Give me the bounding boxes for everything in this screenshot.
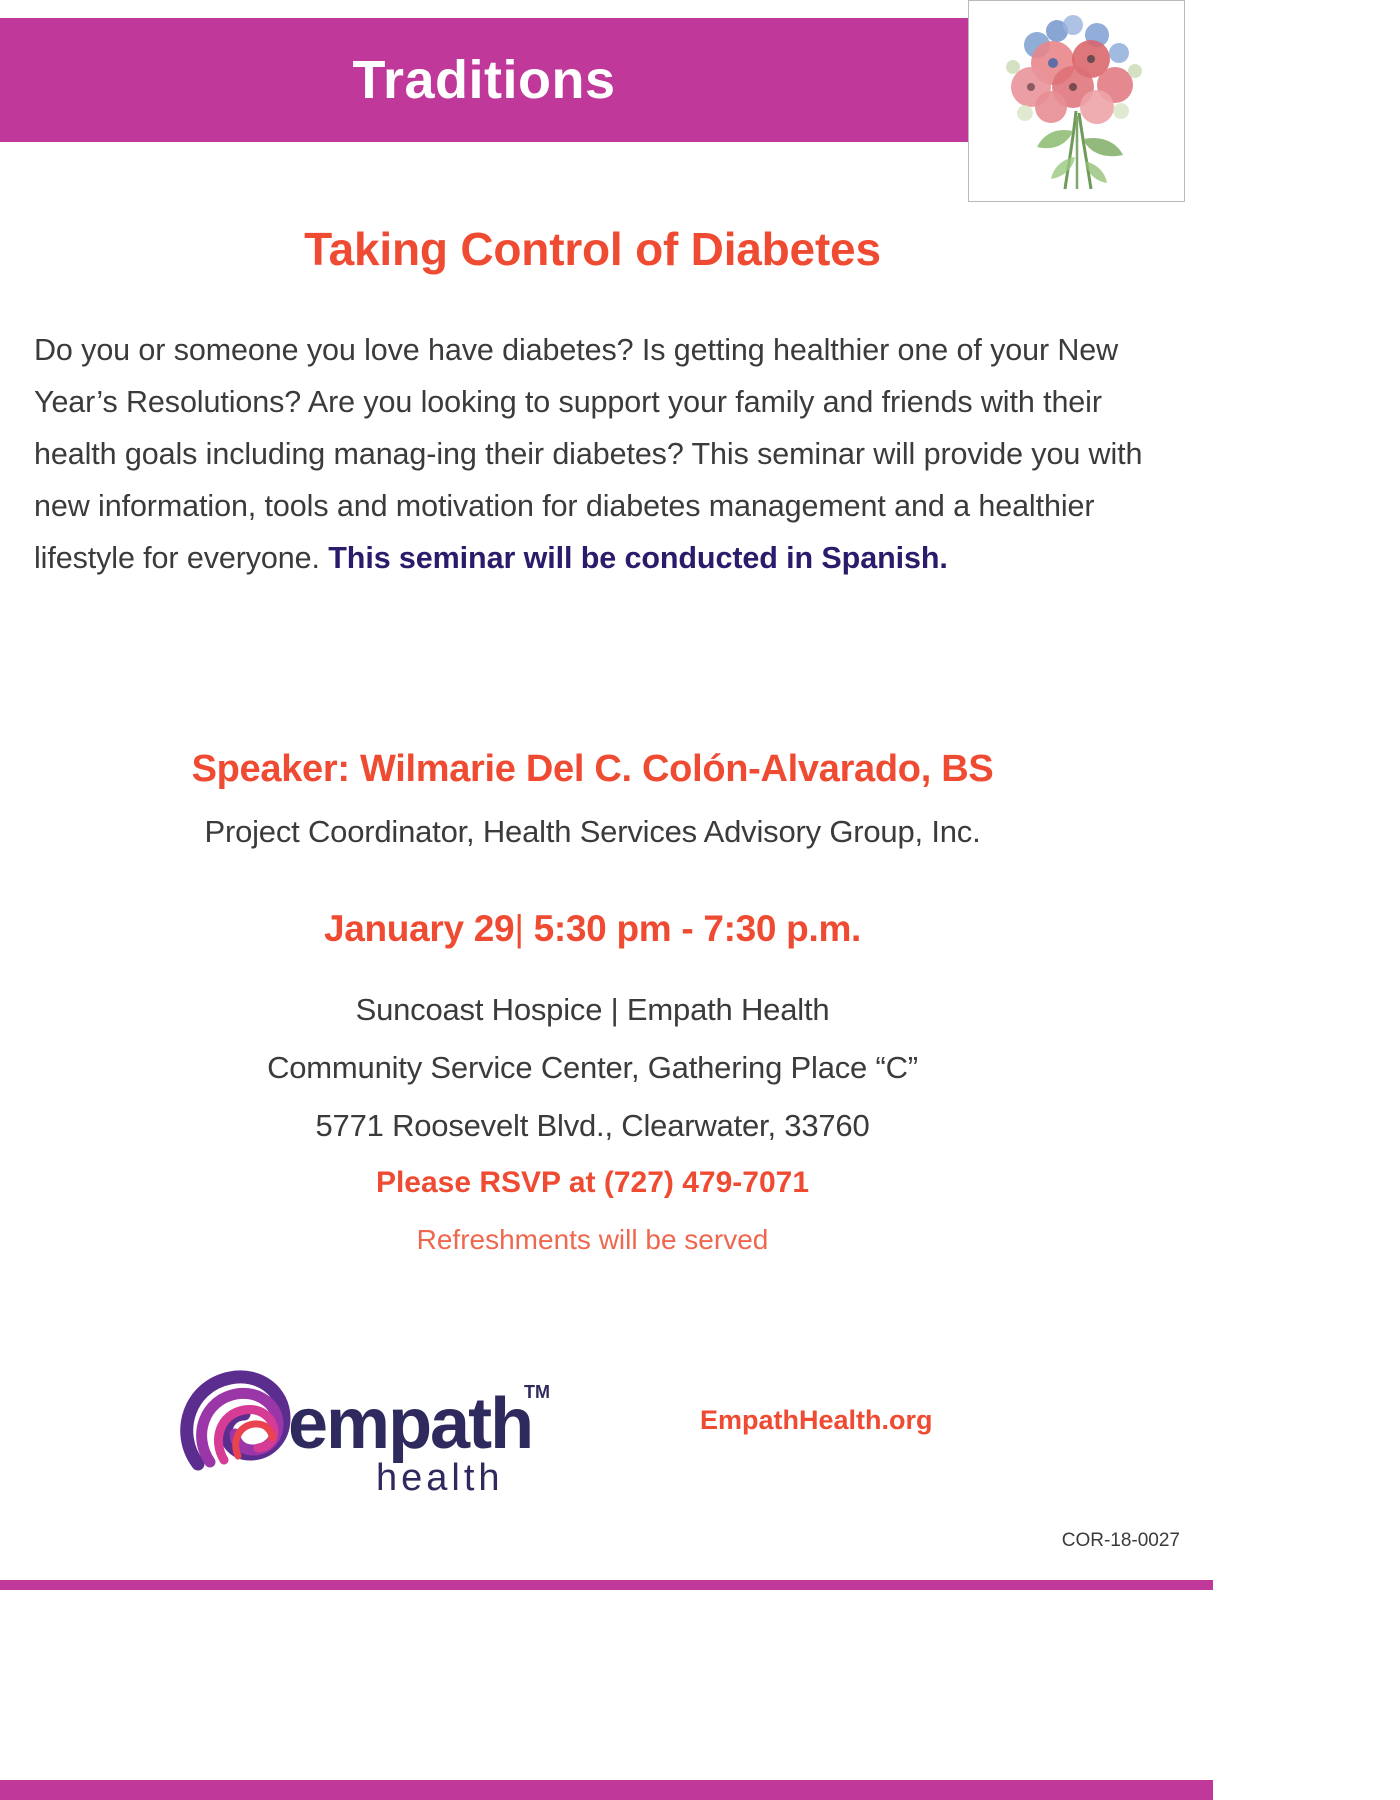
empath-health-logo xyxy=(180,1366,580,1496)
intro-paragraph-text: Do you or someone you love have diabetes? Is getting healthier one of your New Year’s Resolutions? Are you looking to support your family and friends with their health goals including manag-ing their diabetes? This seminar will provide you with new information, tools and motivation for diabetes management and a healthier lifestyle for everyone. xyxy=(34,333,1143,575)
event-date: January 29 xyxy=(323,908,515,949)
footer-bottom-band xyxy=(0,1780,1213,1800)
venue-room: Community Service Center, Gathering Place “C” xyxy=(267,1050,918,1085)
flower-bouquet-icon xyxy=(969,1,1184,201)
document-code: COR-18-0027 xyxy=(1061,1530,1180,1551)
venue-address: 5771 Roosevelt Blvd., Clearwater, 33760 xyxy=(315,1108,870,1143)
event-time: 5:30 pm - 7:30 p.m. xyxy=(533,908,862,949)
refreshments-note: Refreshments will be served xyxy=(416,1224,769,1255)
intro-paragraph-emphasis: This seminar will be conducted in Spanish. xyxy=(328,541,948,575)
svg-text:empath: empath xyxy=(288,1384,533,1464)
empath-health-logo-icon xyxy=(180,1366,580,1496)
website-link[interactable]: EmpathHealth.org xyxy=(700,1405,933,1435)
svg-text:TM: TM xyxy=(524,1382,550,1402)
page-title: Taking Control of Diabetes xyxy=(304,223,881,275)
rsvp-phone: Please RSVP at (727) 479-7071 xyxy=(375,1166,810,1199)
datetime-separator: | xyxy=(514,908,524,949)
venue-organization: Suncoast Hospice | Empath Health xyxy=(355,992,830,1027)
flower-bouquet-image xyxy=(968,0,1185,202)
speaker-title: Project Coordinator, Health Services Advisory Group, Inc. xyxy=(204,814,981,849)
event-datetime xyxy=(0,908,1185,950)
svg-text:health: health xyxy=(376,1457,504,1496)
footer-accent-band xyxy=(0,1580,1213,1590)
intro-paragraph xyxy=(34,324,1164,584)
banner-title: Traditions xyxy=(352,50,616,110)
speaker-name: Speaker: Wilmarie Del C. Colón-Alvarado, BS xyxy=(191,748,994,790)
